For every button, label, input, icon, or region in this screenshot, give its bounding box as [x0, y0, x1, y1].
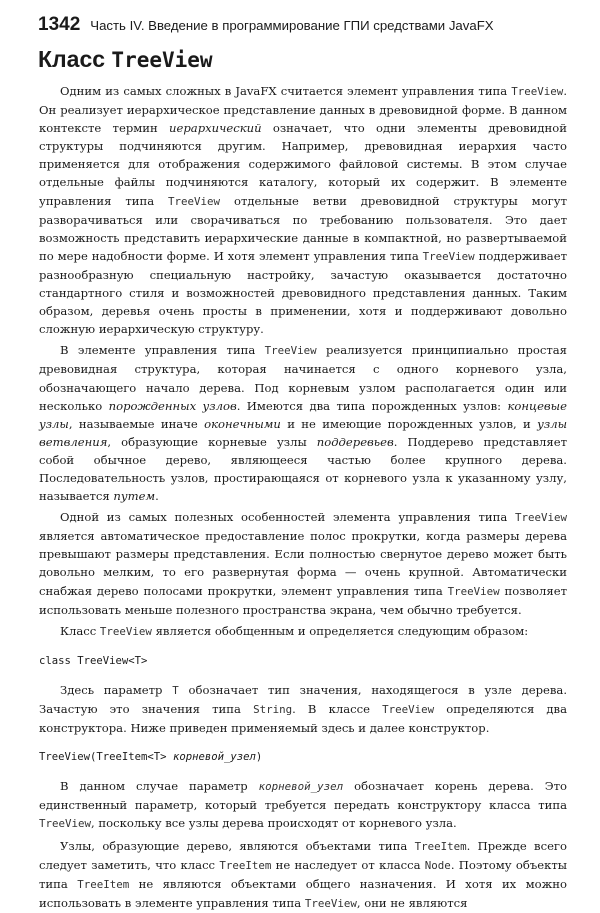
running-header [38, 14, 580, 36]
text-run: отдельные ветви древовидной структуры могут разворачиваться или сворачиваться по требованию пользователя. Это дает возможность представить иерархические данные в компактной, но развертываемой по мере надобности форме. И хотя элемент управления типа [39, 193, 567, 263]
text-run: В данном случае параметр [60, 779, 259, 794]
text-run: является автоматическое предоставление полос прокрутки, когда размеры дерева превышают размеры представления. Если полностью свернутое дерево может быть довольно мелким, то его развернутая форма — очень крупной. Автоматически снабжая дерево полосами прокрутки, элемент управления типа [39, 529, 567, 598]
paragraph [39, 508, 567, 619]
inline-code: TreeView [511, 85, 564, 98]
code-block [39, 652, 567, 670]
paragraph [39, 82, 567, 338]
emphasis: концевые узлы [39, 398, 567, 431]
paragraph [39, 622, 567, 641]
emphasis: поддеревьев [316, 434, 394, 449]
text-run: . Прежде всего следует заметить, что класс [39, 838, 567, 872]
inline-code: T [172, 683, 179, 697]
page-number: 1342 [38, 14, 81, 35]
paragraph [39, 341, 567, 505]
inline-code: TreeView [99, 624, 152, 638]
text-run: В элементе управления типа [60, 343, 265, 358]
text-run: определяются два конструктора. Ниже приведен применяемый здесь и далее конструктор. [39, 702, 567, 736]
code-block [39, 748, 567, 766]
text-run: , они не являются [356, 895, 468, 910]
inline-code: String [253, 703, 293, 716]
text-run: , называемые иначе [68, 416, 205, 431]
emphasis: узлы ветвления [39, 416, 568, 449]
code-text: ) [255, 751, 263, 764]
text-run: . [155, 489, 159, 504]
paragraph [39, 777, 567, 833]
emphasis: путем [113, 489, 156, 504]
text-run: не являются объектами общего назначения. И хотя их можно использовать в элементе управления типа [39, 876, 567, 910]
inline-code: TreeView [168, 194, 221, 208]
text-run: . В классе [292, 702, 383, 716]
inline-code: TreeItem [414, 839, 467, 853]
text-run: Одной из самых полезных особенностей элемента управления типа [60, 510, 515, 525]
text-run: . Он реализует иерархическое представление данных в древовидной форме. В данном контексте термин [39, 84, 567, 136]
paragraph [39, 681, 567, 737]
text-run: означает, что одни элементы древовидной структуры подчиняются другим. Например, древовидная иерархия часто применяется для отображения содержимого файловой системы. В этом случае отдельные файлы подчиняются каталогу, который их содержит. В элементе управления типа [39, 121, 567, 208]
inline-code: TreeView [39, 817, 92, 831]
body-text [39, 82, 567, 913]
text-run: реализуется принципиально простая древовидная структура, которая начинается с одного корневого узла, обозначающего начало дерева. Под корневым узлом располагается один или несколько [39, 343, 567, 413]
text-run: . Имеются два типа порожденных узлов: [236, 398, 508, 413]
text-run: поддерживает разнообразную специальную настройку, зачастую оказывается достаточно стандартного стиля и возможностей древовидного представления данных. Таким образом, деревья очень просты в применении, хотя и поддерживают довольно сложную иерархическую структуру. [39, 248, 567, 337]
text-run: , образующие корневые узлы [107, 434, 317, 449]
inline-code: Node [424, 858, 451, 872]
text-run: . Поддерево представляет собой обычное дерево, являющееся частью более крупного дерева. Последовательность узлов, простирающаяся от корневого узла к указанному узлу, называется [39, 434, 567, 504]
text-run: Одним из самых сложных в JavaFX считается элемент управления типа [60, 84, 512, 98]
text-run: обозначает корень дерева. Это единственный параметр, который требуется передать конструктору класса типа [39, 779, 567, 813]
paragraph [39, 837, 567, 913]
text-run: Класс [60, 623, 100, 638]
text-run: является обобщенным и определяется следующим образом: [151, 623, 529, 638]
text-run: позволяет использовать меньше полезного пространства экрана, чем обычно требуется. [39, 583, 567, 617]
inline-code-param: корневой_узел [258, 780, 344, 794]
running-title: Часть IV. Введение в программирование ГПИ средствами JavaFX [90, 18, 494, 33]
inline-code: TreeView [382, 703, 435, 716]
inline-code: TreeView [304, 896, 357, 910]
text-run: и не имеющие порожденных узлов, и [280, 416, 538, 431]
text-run: не наследует от класса [271, 857, 425, 872]
inline-code: TreeView [264, 344, 317, 358]
inline-code: TreeView [514, 511, 567, 525]
section-heading [38, 46, 213, 73]
text-run: обозначает тип значения, находящегося в узле дерева. Зачастую это значения типа [39, 682, 568, 716]
code-text: TreeView(TreeItem<T> [39, 751, 173, 764]
code-text: class TreeView<T> [39, 654, 148, 667]
inline-code: TreeView [422, 249, 475, 263]
text-run: Узлы, образующие дерево, являются объектами типа [60, 838, 415, 853]
inline-code: TreeItem [219, 858, 272, 872]
code-param: корневой_узел [172, 751, 256, 764]
section-heading-prefix: Класс [38, 46, 112, 72]
section-heading-class-name: TreeView [111, 48, 213, 72]
emphasis: иерархический [169, 121, 262, 136]
emphasis: оконечными [204, 416, 281, 431]
text-run: , поскольку все узлы дерева происходят от корневого узла. [91, 816, 457, 831]
emphasis: порожденных узлов [108, 398, 237, 413]
inline-code: TreeView [447, 584, 500, 598]
text-run: Здесь параметр [60, 682, 173, 697]
inline-code: TreeItem [77, 877, 130, 891]
text-run: . Поэтому объекты типа [39, 857, 567, 891]
